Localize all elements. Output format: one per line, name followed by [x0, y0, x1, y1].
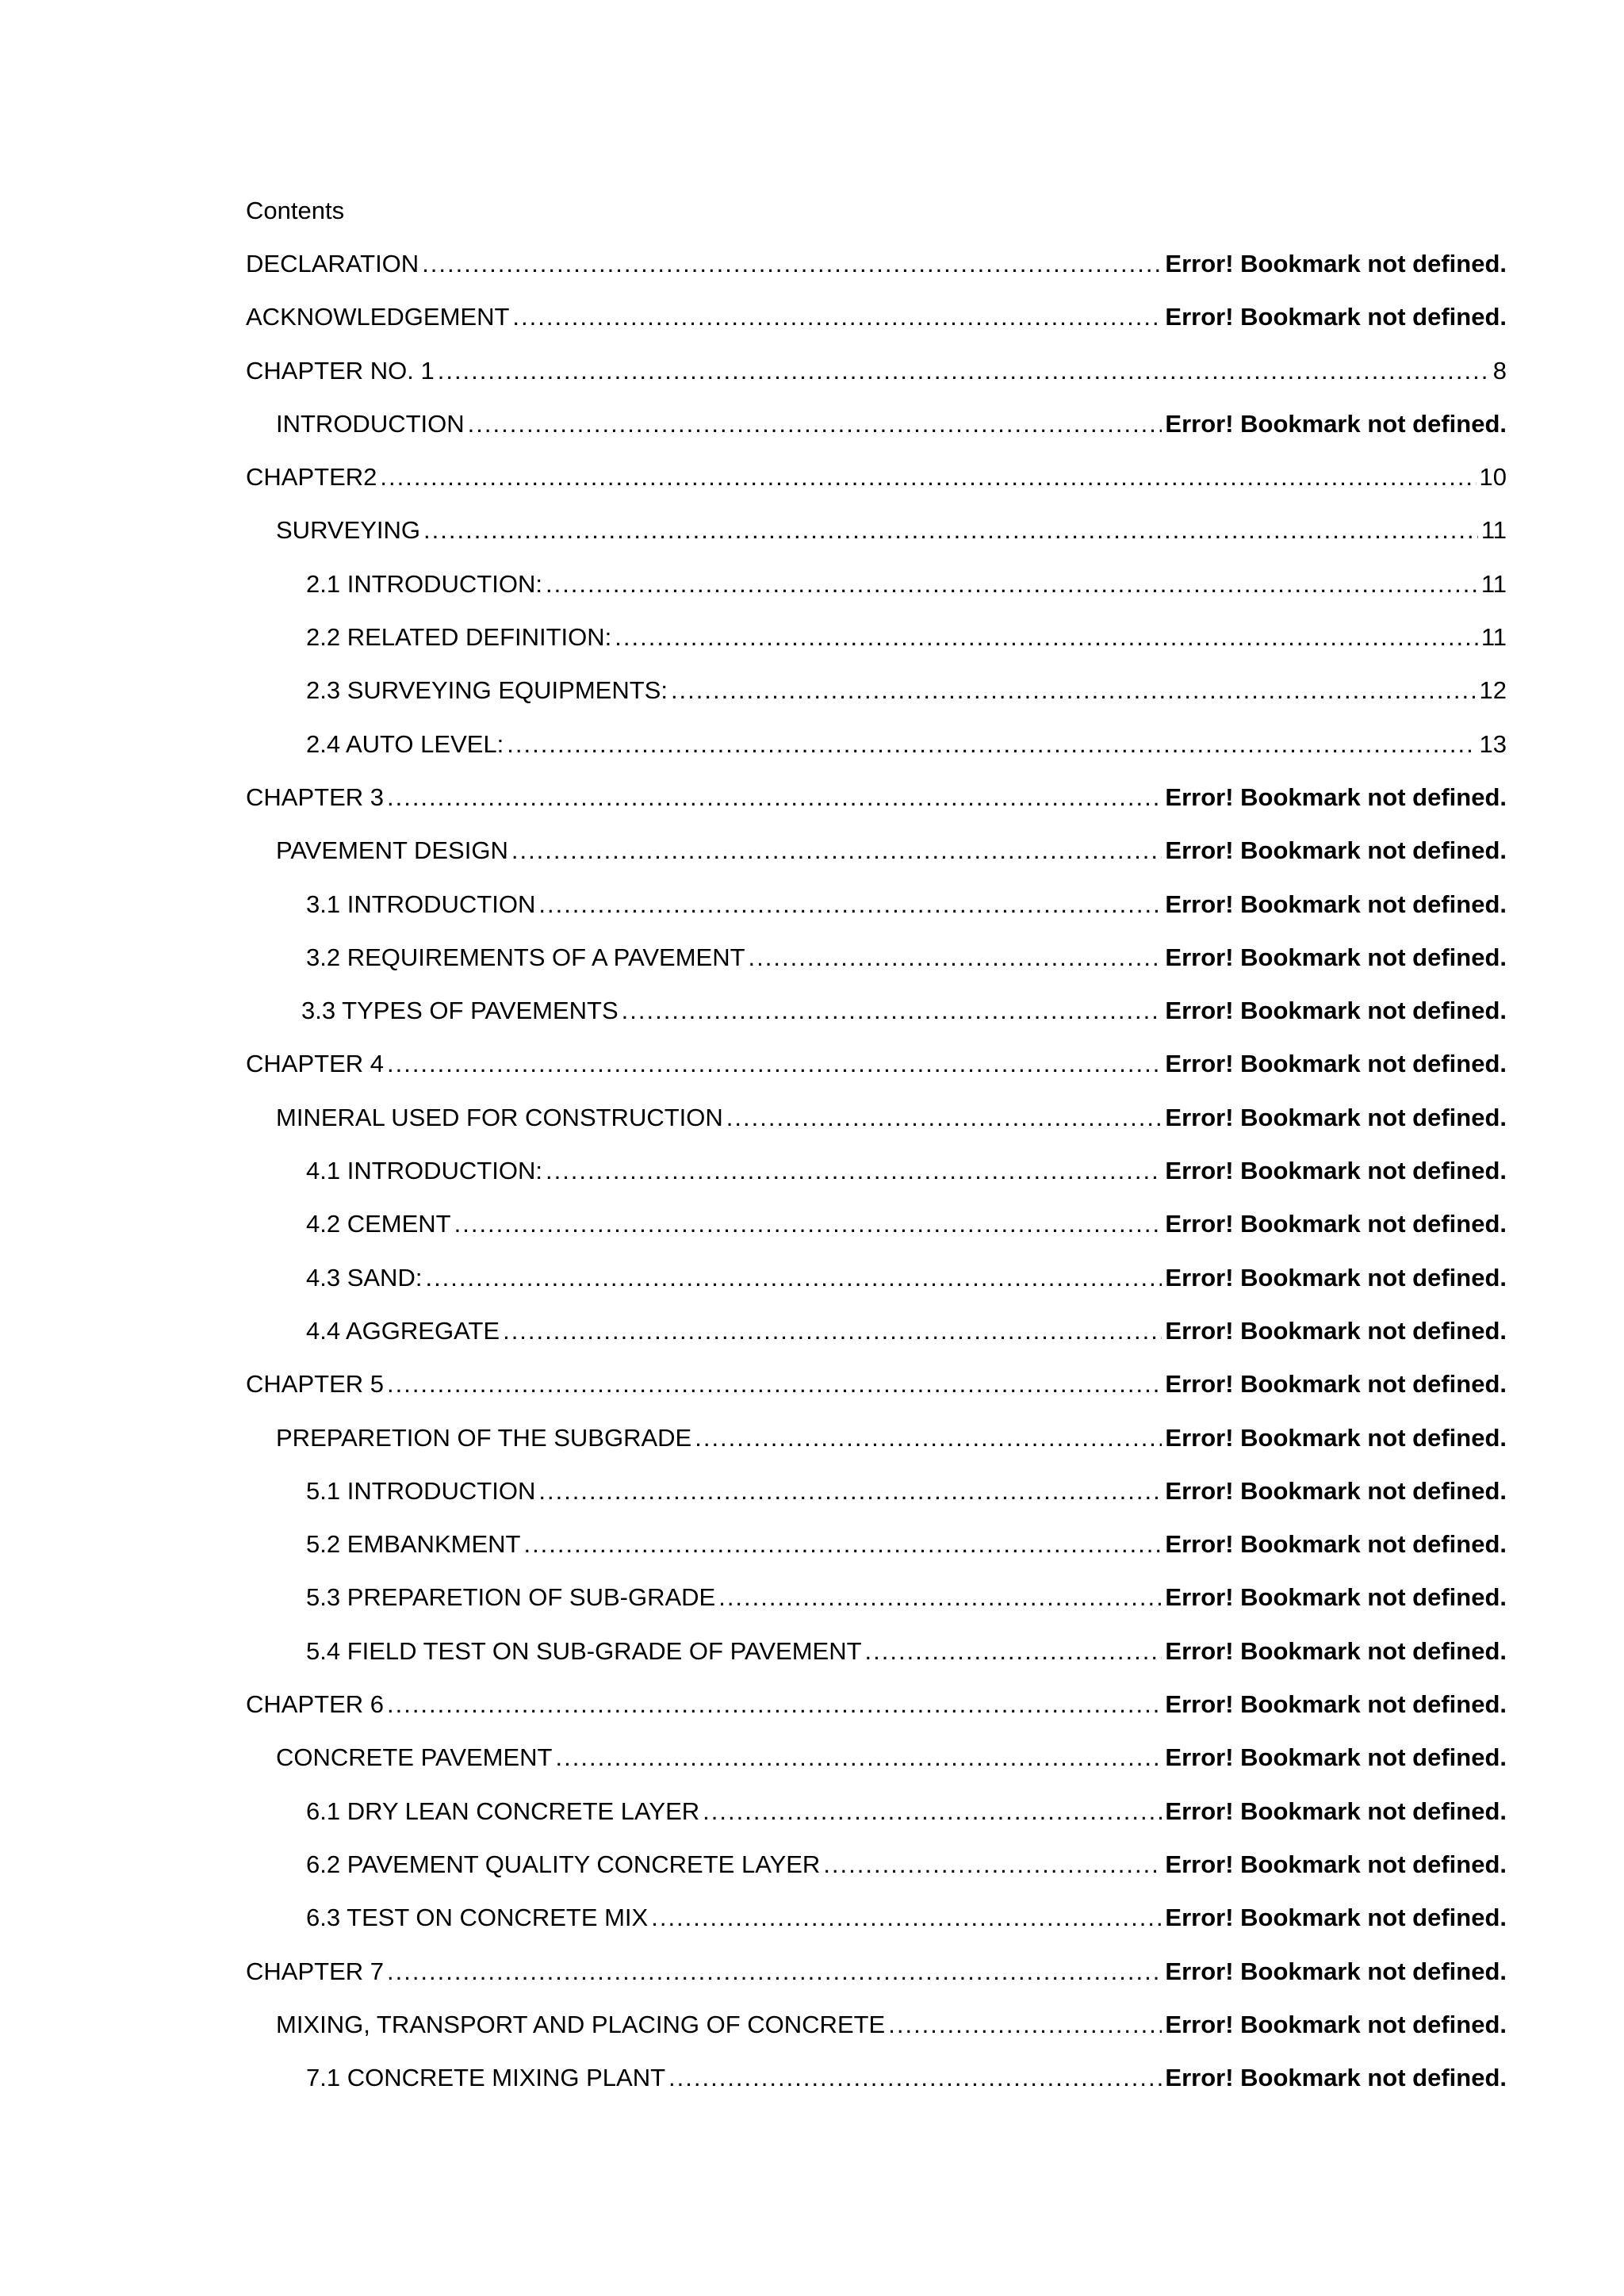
toc-entry-page-number: 8	[1492, 356, 1507, 385]
toc-entry[interactable]	[246, 730, 1507, 783]
toc-entry[interactable]	[246, 1637, 1507, 1690]
toc-entry-title: MIXING, TRANSPORT AND PLACING OF CONCRETE	[276, 2010, 886, 2038]
toc-entry[interactable]	[246, 1264, 1507, 1317]
toc-entry[interactable]	[246, 250, 1507, 303]
toc-entry-title: 2.1 INTRODUCTION:	[306, 569, 542, 598]
toc-dot-leader	[511, 836, 1162, 865]
toc-entry-title: DECLARATION	[246, 250, 419, 277]
toc-entry-title: 6.2 PAVEMENT QUALITY CONCRETE LAYER	[306, 1850, 821, 1878]
toc-entry-page-number: 10	[1479, 463, 1507, 492]
toc-dot-leader	[651, 1904, 1162, 1932]
toc-entry-title: CHAPTER 3	[246, 783, 384, 811]
document-page	[246, 197, 1507, 2117]
toc-entry[interactable]	[246, 1530, 1507, 1583]
toc-entry-title: CHAPTER2	[246, 463, 377, 492]
toc-entry-title: 7.1 CONCRETE MIXING PLANT	[306, 2064, 666, 2092]
toc-dot-leader	[888, 2011, 1162, 2039]
toc-entry-error-text: Error! Bookmark not defined.	[1165, 1476, 1507, 1505]
toc-entry[interactable]	[246, 463, 1507, 516]
toc-entry[interactable]	[246, 2011, 1507, 2064]
toc-entry-title: CHAPTER NO. 1	[246, 356, 435, 385]
toc-entry-title: CHAPTER 5	[246, 1370, 384, 1399]
toc-entry-error-text: Error! Bookmark not defined.	[1165, 1530, 1507, 1559]
toc-dot-leader	[668, 2064, 1162, 2092]
toc-dot-leader	[425, 1264, 1162, 1292]
toc-entry[interactable]	[246, 1050, 1507, 1103]
toc-entry-title: MINERAL USED FOR CONSTRUCTION	[276, 1103, 723, 1131]
toc-entry[interactable]	[246, 1104, 1507, 1157]
toc-dot-leader	[507, 730, 1476, 759]
toc-entry-title: 2.3 SURVEYING EQUIPMENTS:	[306, 676, 668, 705]
toc-entry-title: 4.1 INTRODUCTION:	[306, 1157, 542, 1185]
toc-entry-title: 5.1 INTRODUCTION	[306, 1476, 536, 1505]
toc-entry-error-text: Error! Bookmark not defined.	[1165, 1743, 1507, 1772]
toc-dot-leader	[387, 783, 1162, 812]
toc-entry-error-text: Error! Bookmark not defined.	[1165, 1850, 1507, 1878]
toc-entry-error-text: Error! Bookmark not defined.	[1165, 1210, 1507, 1238]
toc-entry-title: 2.2 RELATED DEFINITION:	[306, 623, 612, 652]
toc-entry-error-text: Error! Bookmark not defined.	[1165, 1904, 1507, 1932]
toc-entry[interactable]	[246, 1317, 1507, 1370]
toc-entry-title: 4.3 SAND:	[306, 1263, 423, 1292]
toc-entry-title: PREPARETION OF THE SUBGRADE	[276, 1423, 692, 1452]
toc-entry-error-text: Error! Bookmark not defined.	[1165, 2010, 1507, 2038]
toc-entry[interactable]	[246, 1210, 1507, 1263]
toc-entry[interactable]	[246, 890, 1507, 943]
toc-entry-error-text: Error! Bookmark not defined.	[1165, 1797, 1507, 1825]
toc-dot-leader	[538, 890, 1162, 919]
toc-entry-error-text: Error! Bookmark not defined.	[1165, 1583, 1507, 1612]
toc-entry-error-text: Error! Bookmark not defined.	[1165, 2064, 1507, 2092]
toc-entry-error-text: Error! Bookmark not defined.	[1165, 1316, 1507, 1345]
toc-dot-leader	[718, 1583, 1162, 1612]
toc-entry-title: 4.2 CEMENT	[306, 1210, 451, 1238]
toc-entry-error-text: Error! Bookmark not defined.	[1165, 783, 1507, 811]
toc-dot-leader	[615, 623, 1478, 652]
toc-dot-leader	[503, 1317, 1162, 1345]
toc-entry-error-text: Error! Bookmark not defined.	[1165, 890, 1507, 918]
toc-dot-leader	[538, 1477, 1162, 1506]
toc-entry-title: CHAPTER 4	[246, 1050, 384, 1078]
toc-entry[interactable]	[246, 1850, 1507, 1904]
toc-entry[interactable]	[246, 303, 1507, 356]
toc-dot-leader	[823, 1850, 1162, 1879]
toc-dot-leader	[454, 1210, 1162, 1238]
toc-entry-page-number: 11	[1480, 516, 1507, 545]
toc-entry-title: 5.2 EMBANKMENT	[306, 1530, 521, 1559]
toc-entry[interactable]	[246, 1904, 1507, 1957]
toc-entry[interactable]	[246, 943, 1507, 997]
toc-entry[interactable]	[246, 1583, 1507, 1636]
toc-heading: Contents	[246, 197, 345, 224]
toc-entry[interactable]	[246, 1690, 1507, 1743]
toc-entry[interactable]	[246, 783, 1507, 836]
toc-entry-error-text: Error! Bookmark not defined.	[1165, 1957, 1507, 1985]
toc-dot-leader	[671, 676, 1477, 705]
toc-entry-title: ACKNOWLEDGEMENT	[246, 303, 510, 331]
toc-entry-error-text: Error! Bookmark not defined.	[1165, 1050, 1507, 1078]
toc-dot-leader	[387, 1957, 1162, 1986]
toc-entry-title: PAVEMENT DESIGN	[276, 836, 508, 865]
toc-entry-title: CONCRETE PAVEMENT	[276, 1743, 553, 1772]
toc-dot-leader	[726, 1104, 1162, 1132]
toc-entry-error-text: Error! Bookmark not defined.	[1165, 1636, 1507, 1665]
toc-entry[interactable]	[246, 997, 1507, 1050]
toc-entry[interactable]	[246, 1424, 1507, 1477]
toc-entry-title: SURVEYING	[276, 516, 421, 545]
toc-entry-title: 4.4 AGGREGATE	[306, 1316, 500, 1345]
toc-entry-page-number: 12	[1479, 676, 1507, 705]
toc-entry[interactable]	[246, 623, 1507, 676]
toc-entry[interactable]	[246, 1157, 1507, 1210]
toc-entry[interactable]	[246, 570, 1507, 623]
toc-entry-title: CHAPTER 6	[246, 1690, 384, 1719]
toc-entry-title: 5.3 PREPARETION OF SUB-GRADE	[306, 1583, 716, 1612]
toc-entry-title: 3.1 INTRODUCTION	[306, 890, 536, 918]
toc-dot-leader	[387, 1690, 1162, 1719]
toc-entry-title: 5.4 FIELD TEST ON SUB-GRADE OF PAVEMENT	[306, 1636, 862, 1665]
toc-entry-title: 6.1 DRY LEAN CONCRETE LAYER	[306, 1797, 700, 1825]
toc-entry-error-text: Error! Bookmark not defined.	[1165, 997, 1507, 1025]
toc-entry-error-text: Error! Bookmark not defined.	[1165, 943, 1507, 971]
toc-entry[interactable]	[246, 1370, 1507, 1423]
toc-entry-error-text: Error! Bookmark not defined.	[1165, 1690, 1507, 1719]
toc-entry[interactable]	[246, 1957, 1507, 2011]
toc-entry[interactable]	[246, 357, 1507, 410]
toc-dot-leader	[523, 1530, 1162, 1559]
toc-entry-title: CHAPTER 7	[246, 1957, 384, 1985]
toc-dot-leader	[622, 997, 1162, 1025]
toc-entry-error-text: Error! Bookmark not defined.	[1165, 1157, 1507, 1185]
toc-dot-leader	[387, 1370, 1162, 1399]
toc-entry[interactable]	[246, 516, 1507, 569]
toc-dot-leader	[422, 250, 1162, 278]
toc-entry-page-number: 13	[1479, 729, 1507, 758]
toc-entry-page-number: 11	[1480, 569, 1507, 598]
toc-entry[interactable]	[246, 1743, 1507, 1797]
toc-entry-page-number: 11	[1480, 623, 1507, 652]
toc-dot-leader	[468, 410, 1162, 438]
toc-dot-leader	[512, 303, 1162, 331]
toc-dot-leader	[546, 570, 1478, 599]
toc-dot-leader	[387, 1050, 1162, 1078]
toc-dot-leader	[749, 943, 1162, 972]
toc-entry[interactable]	[246, 1797, 1507, 1850]
toc-entry-error-text: Error! Bookmark not defined.	[1165, 303, 1507, 331]
toc-entry[interactable]	[246, 2064, 1507, 2117]
toc-entry-error-text: Error! Bookmark not defined.	[1165, 1423, 1507, 1452]
toc-dot-leader	[380, 463, 1476, 492]
toc-dot-leader	[865, 1637, 1162, 1666]
toc-entry-title: INTRODUCTION	[276, 409, 465, 438]
toc-entry-error-text: Error! Bookmark not defined.	[1165, 1370, 1507, 1399]
toc-dot-leader	[546, 1157, 1162, 1185]
toc-entry-title: 3.3 TYPES OF PAVEMENTS	[301, 997, 619, 1025]
toc-entry-error-text: Error! Bookmark not defined.	[1165, 250, 1507, 277]
toc-entry-title: 3.2 REQUIREMENTS OF A PAVEMENT	[306, 943, 745, 971]
toc-dot-leader	[556, 1743, 1162, 1772]
toc-dot-leader	[423, 516, 1478, 545]
toc-entry-title: 6.3 TEST ON CONCRETE MIX	[306, 1904, 649, 1932]
toc-dot-leader	[703, 1797, 1162, 1826]
toc-entry-error-text: Error! Bookmark not defined.	[1165, 409, 1507, 438]
toc-entry-error-text: Error! Bookmark not defined.	[1165, 1103, 1507, 1131]
toc-entry-error-text: Error! Bookmark not defined.	[1165, 836, 1507, 865]
toc-entry[interactable]	[246, 676, 1507, 729]
toc-entry-title: 2.4 AUTO LEVEL:	[306, 729, 504, 758]
table-of-contents	[246, 250, 1507, 2117]
toc-entry[interactable]	[246, 836, 1507, 890]
toc-entry[interactable]	[246, 1477, 1507, 1530]
toc-entry[interactable]	[246, 410, 1507, 463]
toc-dot-leader	[695, 1424, 1162, 1452]
toc-entry-error-text: Error! Bookmark not defined.	[1165, 1263, 1507, 1292]
toc-dot-leader	[438, 357, 1490, 385]
